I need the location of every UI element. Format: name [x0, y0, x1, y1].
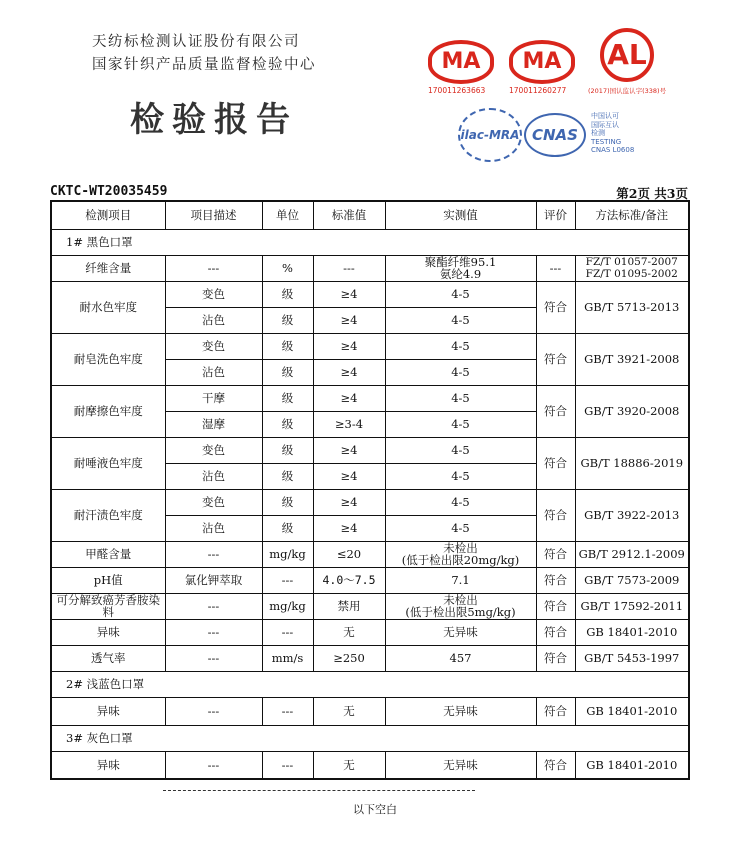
method-cell: GB 18401-2010 — [575, 751, 689, 779]
desc-cell: --- — [165, 255, 262, 281]
item-cell: 耐皂洗色牢度 — [51, 333, 165, 385]
value-cell: 457 — [385, 645, 536, 671]
results-table — [50, 200, 690, 780]
table-row — [51, 645, 689, 671]
item-cell: 异味 — [51, 697, 165, 725]
value-line: 聚酯纤维95.1 — [424, 255, 497, 269]
cnas-line: 中国认可 — [591, 112, 619, 120]
value-cell: 无异味 — [385, 619, 536, 645]
report-number: CKTC-WT20035459 — [50, 184, 168, 199]
desc-cell: 变色 — [165, 281, 262, 307]
eval-cell: 符合 — [536, 697, 575, 725]
cnas-caption — [591, 112, 634, 155]
std-cell: ≥4 — [313, 437, 385, 463]
col-header: 实测值 — [385, 201, 536, 229]
center-name: 国家针织产品质量监督检验中心 — [92, 57, 316, 73]
method-cell: GB/T 17592-2011 — [575, 593, 689, 619]
desc-cell: 沾色 — [165, 359, 262, 385]
value-cell: 4-5 — [385, 307, 536, 333]
cma-seal-1-number: 170011263663 — [428, 86, 486, 95]
std-cell: 禁用 — [313, 593, 385, 619]
col-header: 方法标准/备注 — [575, 201, 689, 229]
eval-cell: 符合 — [536, 593, 575, 619]
desc-cell: 沾色 — [165, 463, 262, 489]
cal-seal-icon: AL — [600, 28, 654, 82]
eval-cell: 符合 — [536, 281, 575, 333]
eval-cell: 符合 — [536, 645, 575, 671]
method-cell — [575, 255, 689, 281]
method-cell: GB/T 5453-1997 — [575, 645, 689, 671]
table-row — [51, 697, 689, 725]
value-cell: 4-5 — [385, 515, 536, 541]
table-row — [51, 567, 689, 593]
desc-cell: 湿摩 — [165, 411, 262, 437]
unit-cell: 级 — [262, 437, 313, 463]
std-cell: ≥4 — [313, 281, 385, 307]
value-cell — [385, 593, 536, 619]
std-cell: ≥4 — [313, 385, 385, 411]
unit-cell: 级 — [262, 281, 313, 307]
item-cell: 异味 — [51, 619, 165, 645]
col-header: 单位 — [262, 201, 313, 229]
desc-cell: 沾色 — [165, 515, 262, 541]
std-cell: 无 — [313, 619, 385, 645]
std-cell: ≤20 — [313, 541, 385, 567]
cma-seal-2-number: 170011260277 — [509, 86, 567, 95]
std-cell: ≥4 — [313, 307, 385, 333]
unit-cell: --- — [262, 751, 313, 779]
value-cell: 4-5 — [385, 281, 536, 307]
std-cell: 无 — [313, 751, 385, 779]
value-line: 未检出 — [443, 541, 478, 555]
eval-cell: 符合 — [536, 541, 575, 567]
item-cell: 耐摩擦色牢度 — [51, 385, 165, 437]
unit-cell: 级 — [262, 515, 313, 541]
value-cell: 无异味 — [385, 697, 536, 725]
table-header-row — [51, 201, 689, 229]
eval-cell: --- — [536, 255, 575, 281]
item-cell: 纤维含量 — [51, 255, 165, 281]
section-label: 1# 黑色口罩 — [51, 229, 689, 255]
unit-cell: 级 — [262, 463, 313, 489]
value-cell: 4-5 — [385, 489, 536, 515]
value-cell: 4-5 — [385, 463, 536, 489]
desc-cell: --- — [165, 697, 262, 725]
unit-cell: --- — [262, 567, 313, 593]
desc-cell: 干摩 — [165, 385, 262, 411]
blank-divider — [163, 790, 475, 791]
col-header: 评价 — [536, 201, 575, 229]
col-header: 项目描述 — [165, 201, 262, 229]
value-cell: 4-5 — [385, 437, 536, 463]
desc-cell: --- — [165, 619, 262, 645]
value-line: 氨纶4.9 — [439, 267, 482, 281]
value-cell: 无异味 — [385, 751, 536, 779]
value-cell — [385, 541, 536, 567]
table-row — [51, 255, 689, 281]
method-cell: GB/T 3920-2008 — [575, 385, 689, 437]
table-row — [51, 489, 689, 515]
std-cell: --- — [313, 255, 385, 281]
unit-cell: 级 — [262, 333, 313, 359]
unit-cell: mm/s — [262, 645, 313, 671]
eval-cell: 符合 — [536, 751, 575, 779]
section-label: 3# 灰色口罩 — [51, 725, 689, 751]
cal-seal-caption: (2017)国认监认字(338)号 — [588, 87, 667, 95]
value-line: (低于检出限20mg/kg) — [401, 553, 520, 567]
section-row — [51, 229, 689, 255]
desc-cell: --- — [165, 751, 262, 779]
unit-cell: 级 — [262, 307, 313, 333]
unit-cell: mg/kg — [262, 541, 313, 567]
cnas-line: 国际互认 — [591, 120, 619, 129]
std-cell: ≥4 — [313, 359, 385, 385]
value-cell: 4-5 — [385, 333, 536, 359]
std-cell: ≥4 — [313, 463, 385, 489]
eval-cell: 符合 — [536, 333, 575, 385]
table-row — [51, 281, 689, 307]
unit-cell: 级 — [262, 359, 313, 385]
col-header: 标准值 — [313, 201, 385, 229]
method-cell: GB/T 18886-2019 — [575, 437, 689, 489]
cnas-line: CNAS L0608 — [591, 146, 635, 154]
value-cell: 7.1 — [385, 567, 536, 593]
std-cell: ≥250 — [313, 645, 385, 671]
cnas-line: 检测 — [591, 129, 605, 137]
eval-cell: 符合 — [536, 385, 575, 437]
unit-cell: 级 — [262, 411, 313, 437]
section-row — [51, 725, 689, 751]
table-row — [51, 541, 689, 567]
item-cell: 耐水色牢度 — [51, 281, 165, 333]
std-cell: ≥3-4 — [313, 411, 385, 437]
desc-cell: 沾色 — [165, 307, 262, 333]
value-cell — [385, 255, 536, 281]
item-cell: 异味 — [51, 751, 165, 779]
value-cell: 4-5 — [385, 359, 536, 385]
cma-seal-1-icon: MA — [428, 40, 494, 84]
method-line: FZ/T 01057-2007 — [585, 256, 678, 268]
value-line: 未检出 — [443, 593, 478, 607]
std-cell: ≥4 — [313, 489, 385, 515]
item-cell: 甲醛含量 — [51, 541, 165, 567]
method-line: FZ/T 01095-2002 — [585, 268, 678, 280]
eval-cell: 符合 — [536, 619, 575, 645]
table-row — [51, 751, 689, 779]
method-cell: GB/T 3921-2008 — [575, 333, 689, 385]
col-header: 检测项目 — [51, 201, 165, 229]
unit-cell: 级 — [262, 489, 313, 515]
unit-cell: --- — [262, 697, 313, 725]
method-cell: GB/T 7573-2009 — [575, 567, 689, 593]
desc-cell: 氯化钾萃取 — [165, 567, 262, 593]
item-cell: 透气率 — [51, 645, 165, 671]
table-row — [51, 333, 689, 359]
section-row — [51, 671, 689, 697]
method-cell: GB/T 3922-2013 — [575, 489, 689, 541]
report-title: 检验报告 — [130, 100, 298, 140]
std-cell: ≥4 — [313, 515, 385, 541]
table-row — [51, 619, 689, 645]
org-name: 天纺标检测认证股份有限公司 — [92, 34, 300, 50]
unit-cell: % — [262, 255, 313, 281]
table-row — [51, 385, 689, 411]
value-line: (低于检出限5mg/kg) — [405, 605, 516, 619]
item-cell: 耐汗渍色牢度 — [51, 489, 165, 541]
method-cell: GB 18401-2010 — [575, 697, 689, 725]
cma-seal-2-icon: MA — [509, 40, 575, 84]
eval-cell: 符合 — [536, 567, 575, 593]
method-cell: GB/T 5713-2013 — [575, 281, 689, 333]
desc-cell: --- — [165, 541, 262, 567]
eval-cell: 符合 — [536, 489, 575, 541]
unit-cell: 级 — [262, 385, 313, 411]
table-row — [51, 437, 689, 463]
std-cell: ≥4 — [313, 333, 385, 359]
eval-cell: 符合 — [536, 437, 575, 489]
unit-cell: --- — [262, 619, 313, 645]
unit-cell: mg/kg — [262, 593, 313, 619]
std-cell: 4.0～7.5 — [313, 567, 385, 593]
ilac-mra-logo-icon: ilac-MRA — [458, 108, 522, 162]
blank-note: 以下空白 — [353, 803, 397, 816]
section-label: 2# 浅蓝色口罩 — [51, 671, 689, 697]
method-cell: GB/T 2912.1-2009 — [575, 541, 689, 567]
desc-cell: 变色 — [165, 489, 262, 515]
item-cell: 可分解致癌芳香胺染料 — [51, 593, 165, 619]
cnas-line: TESTING — [591, 137, 622, 146]
value-cell: 4-5 — [385, 385, 536, 411]
item-cell: 耐唾液色牢度 — [51, 437, 165, 489]
value-cell: 4-5 — [385, 411, 536, 437]
desc-cell: --- — [165, 593, 262, 619]
page-indicator: 第2页 共3页 — [616, 186, 688, 201]
desc-cell: 变色 — [165, 437, 262, 463]
desc-cell: 变色 — [165, 333, 262, 359]
item-cell: pH值 — [51, 567, 165, 593]
cnas-logo-icon: CNAS — [524, 113, 586, 157]
method-cell: GB 18401-2010 — [575, 619, 689, 645]
desc-cell: --- — [165, 645, 262, 671]
std-cell: 无 — [313, 697, 385, 725]
table-row — [51, 593, 689, 619]
